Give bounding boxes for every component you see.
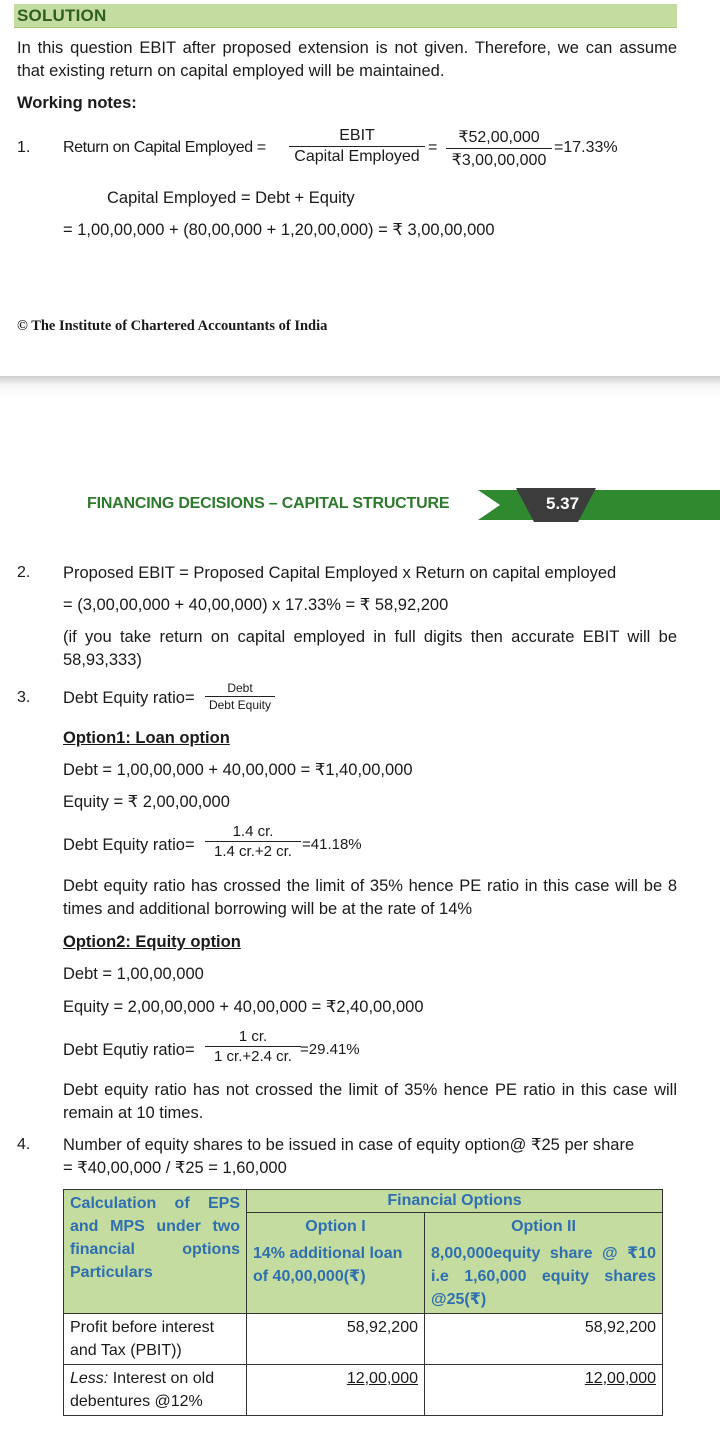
- option2-title: Option II: [425, 1213, 663, 1241]
- note3-frac-num: Debt: [227, 681, 253, 695]
- row-interest-option2-value: 12,00,000: [584, 1370, 656, 1387]
- row-interest-option1-value: 12,00,000: [346, 1370, 418, 1387]
- page-break: [0, 376, 720, 398]
- solution-heading-bar: [14, 4, 677, 28]
- row-label-interest: [64, 1365, 247, 1416]
- banner-green-shape: [478, 490, 720, 520]
- note1-number: 1.: [17, 139, 31, 156]
- option2-heading: Option2: Equity option: [63, 933, 241, 951]
- option1-ratio-label: Debt Equity ratio=: [63, 836, 195, 854]
- option1-frac-num: 1.4 cr.: [232, 823, 274, 840]
- intro-paragraph: In this question EBIT after proposed extension is not given. Therefore, we can assume that existing return on capital employed will be maintained.: [17, 39, 677, 80]
- note3-frac-den: Debt Equity: [205, 696, 275, 712]
- financial-options-header: Financial Options: [247, 1190, 663, 1213]
- note4-line2: = ₹40,00,000 / ₹25 = 1,60,000: [63, 1159, 287, 1177]
- option1-title: Option I: [247, 1213, 425, 1241]
- option2-result: =29.41%: [300, 1041, 360, 1058]
- note3-number: 3.: [17, 689, 31, 706]
- row-interest-option2: [425, 1365, 663, 1416]
- note1-equals: =: [428, 139, 438, 156]
- note1-result: =17.33%: [554, 139, 618, 156]
- row-pbit-option1: 58,92,200: [247, 1314, 425, 1365]
- option2-ratio-label: Debt Equtiy ratio=: [63, 1041, 195, 1059]
- option1-equity: Equity = ₹ 2,00,00,000: [63, 793, 230, 811]
- table-header-row: [64, 1190, 663, 1213]
- working-notes-heading: Working notes:: [17, 94, 137, 112]
- page-number-banner: [478, 488, 720, 522]
- option1-note: Debt equity ratio has crossed the limit of 35% hence PE ratio in this case will be 8 times and additional borrowing will be at the rate of 14%: [63, 877, 677, 918]
- chapter-title: FINANCING DECISIONS – CAPITAL STRUCTURE: [87, 495, 450, 512]
- row-pbit-option2: 58,92,200: [425, 1314, 663, 1365]
- note1-fraction-ebit: [289, 127, 425, 166]
- option2-description: 8,00,000equity share @ ₹10 i.e 1,60,000 equity shares @25(₹): [425, 1240, 663, 1314]
- note1-frac2-den: ₹3,00,00,000: [446, 148, 552, 170]
- option2-note: Debt equity ratio has not crossed the limit of 35% hence PE ratio in this case will remain at 10 times.: [63, 1081, 677, 1122]
- note3-label: Debt Equity ratio=: [63, 689, 195, 707]
- option1-description: 14% additional loan of 40,00,000(₹): [247, 1240, 425, 1314]
- particulars-header: Calculation of EPS and MPS under two financial options Particulars: [64, 1190, 247, 1314]
- note1-frac2-num: ₹52,00,000: [458, 129, 540, 146]
- option2-debt: Debt = 1,00,00,000: [63, 965, 204, 983]
- note2-number: 2.: [17, 564, 31, 581]
- note1-roce-label: Return on Capital Employed =: [63, 139, 266, 156]
- note1-frac1-num: EBIT: [339, 127, 375, 144]
- solution-heading: SOLUTION: [17, 6, 107, 25]
- page-number: 5.37: [546, 494, 580, 513]
- option2-equity: Equity = 2,00,00,000 + 40,00,000 = ₹2,40,00,000: [63, 998, 424, 1016]
- note4-line1: Number of equity shares to be issued in case of equity option@ ₹25 per share: [63, 1136, 635, 1154]
- note4-number: 4.: [17, 1136, 31, 1153]
- note2-line3: (if you take return on capital employed in full digits then accurate EBIT will be 58,93,333): [63, 628, 677, 669]
- option1-result: =41.18%: [302, 836, 362, 853]
- note3-fraction: [205, 681, 275, 712]
- table-row: [64, 1365, 663, 1416]
- row-interest-option1: [247, 1365, 425, 1416]
- note1-fraction-values: [446, 127, 552, 170]
- copyright-footer: © The Institute of Chartered Accountants of India: [17, 318, 328, 334]
- option2-frac-num: 1 cr.: [238, 1028, 268, 1045]
- option2-fraction: [205, 1028, 301, 1065]
- option1-heading: Option1: Loan option: [63, 729, 230, 747]
- note1-ce-calculation: = 1,00,00,000 + (80,00,000 + 1,20,00,000) = ₹ 3,00,00,000: [63, 221, 495, 239]
- note1-ce-definition: Capital Employed = Debt + Equity: [107, 189, 355, 207]
- option2-frac-den: 1 cr.+2.4 cr.: [205, 1046, 301, 1065]
- eps-mps-table: [63, 1189, 663, 1416]
- note2-line2: = (3,00,00,000 + 40,00,000) x 17.33% = ₹ 58,92,200: [63, 596, 449, 614]
- row-label-pbit: Profit before interest and Tax (PBIT)): [64, 1314, 247, 1365]
- option1-fraction: [205, 823, 301, 860]
- option1-frac-den: 1.4 cr.+2 cr.: [205, 841, 301, 860]
- note1-frac1-den: Capital Employed: [289, 146, 425, 166]
- row-interest-label-text: Interest on old debentures @12%: [70, 1370, 215, 1410]
- option1-debt: Debt = 1,00,00,000 + 40,00,000 = ₹1,40,00,000: [63, 761, 413, 779]
- table-row: [64, 1314, 663, 1365]
- less-prefix: Less:: [70, 1370, 109, 1387]
- note2-line1: Proposed EBIT = Proposed Capital Employed x Return on capital employed: [63, 564, 617, 582]
